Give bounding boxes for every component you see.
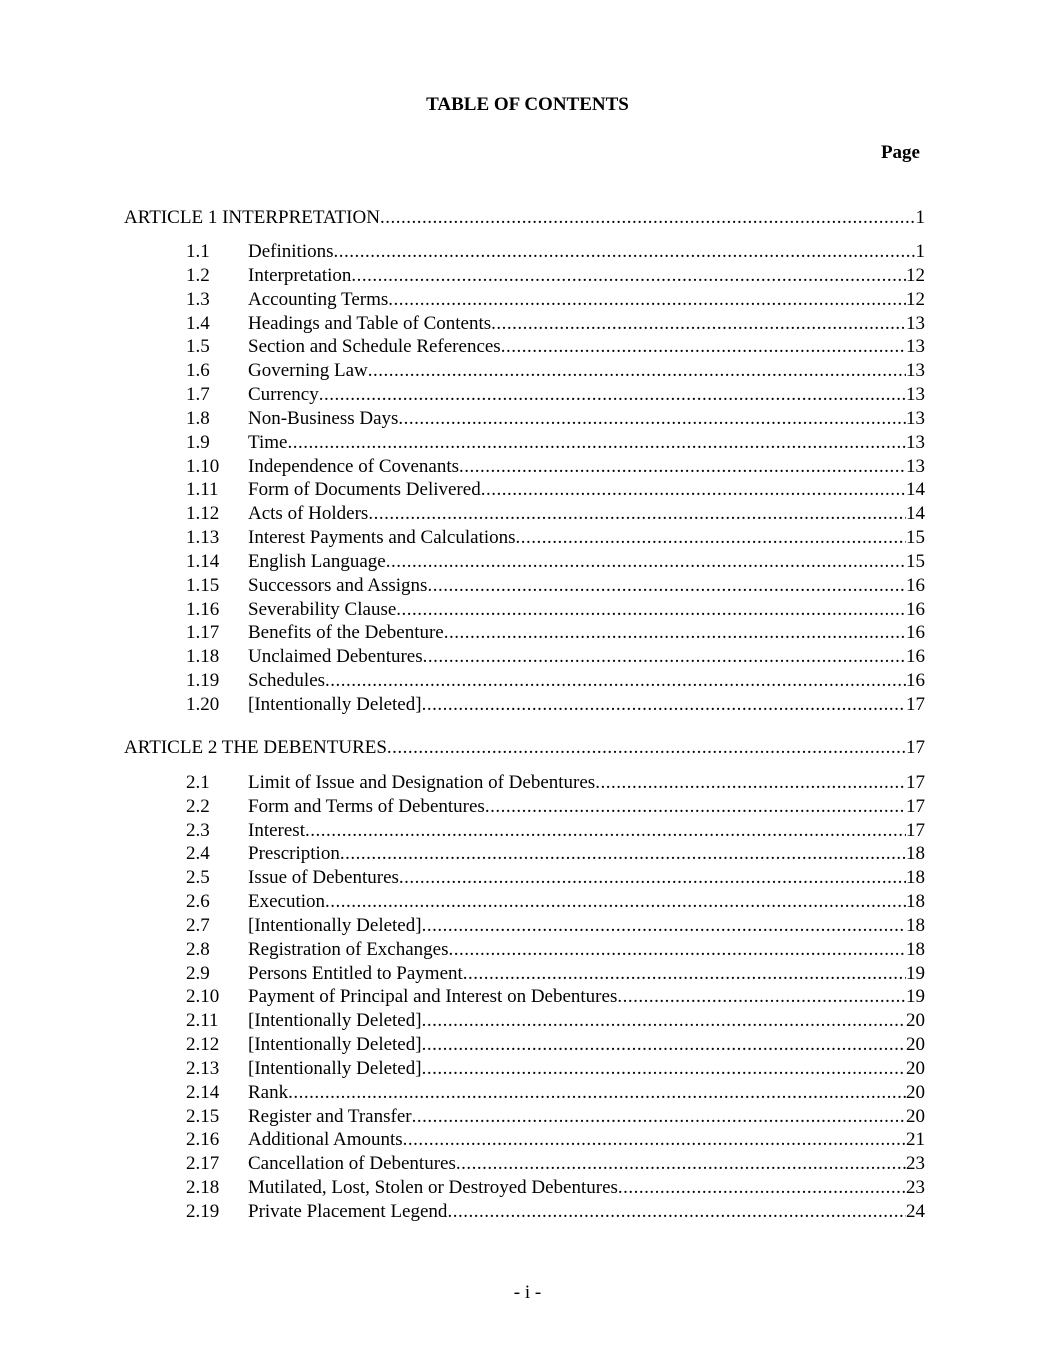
section-title: [Intentionally Deleted] <box>248 914 422 936</box>
section-page: 13 <box>906 455 925 477</box>
section-number: 1.9 <box>186 431 210 453</box>
section-page: 16 <box>906 622 925 644</box>
page-column-heading: Page <box>880 142 920 163</box>
section-page: 20 <box>906 1034 925 1056</box>
toc-section-row[interactable] <box>186 914 925 938</box>
section-number: 1.14 <box>186 550 220 572</box>
section-page: 23 <box>906 1177 925 1199</box>
section-title: Payment of Principal and Interest on Debentures <box>248 986 618 1008</box>
section-title: Accounting Terms <box>248 288 389 310</box>
dot-leader <box>351 264 906 288</box>
section-title: Form and Terms of Debentures <box>248 795 485 817</box>
toc-section-row[interactable] <box>186 771 925 795</box>
section-title: Headings and Table of Contents <box>248 312 492 334</box>
section-number: 2.18 <box>186 1177 220 1199</box>
section-number: 2.19 <box>186 1200 220 1222</box>
dot-leader <box>396 598 906 622</box>
section-page: 15 <box>906 527 925 549</box>
dot-leader <box>325 890 906 914</box>
toc-section-row[interactable] <box>186 842 925 866</box>
toc-section-row[interactable] <box>186 621 925 645</box>
toc-section-row[interactable] <box>186 574 925 598</box>
toc-section-row[interactable] <box>186 1057 925 1081</box>
section-page: 21 <box>906 1129 925 1151</box>
section-page: 17 <box>906 772 925 793</box>
section-number: 2.16 <box>186 1129 220 1151</box>
toc-section-row[interactable] <box>186 1033 925 1057</box>
section-title: Unclaimed Debentures <box>248 646 423 668</box>
section-page: 18 <box>906 843 925 865</box>
dot-leader <box>334 240 916 264</box>
dot-leader <box>388 288 906 312</box>
section-title: Interest Payments and Calculations <box>248 527 516 549</box>
section-page: 20 <box>906 1057 925 1079</box>
toc-section-row[interactable] <box>186 1152 925 1176</box>
section-number: 1.19 <box>186 670 220 692</box>
section-page: 13 <box>906 336 925 358</box>
section-title: [Intentionally Deleted] <box>248 1057 422 1079</box>
section-page: 16 <box>906 598 925 620</box>
dot-leader <box>288 1081 906 1105</box>
section-title: Prescription <box>248 843 340 865</box>
toc-section-row[interactable] <box>186 335 925 359</box>
section-page: 18 <box>906 891 925 913</box>
section-number: 2.4 <box>186 843 210 865</box>
dot-leader <box>485 795 906 819</box>
section-page: 16 <box>906 574 925 596</box>
section-number: 1.12 <box>186 503 220 525</box>
section-page: 20 <box>906 1010 925 1032</box>
toc-section-row[interactable] <box>186 502 925 526</box>
section-title: Section and Schedule References <box>248 336 501 358</box>
section-title: Private Placement Legend <box>248 1200 448 1222</box>
article-label: ARTICLE 1 INTERPRETATION <box>124 207 380 228</box>
toc-section-row[interactable] <box>186 383 925 407</box>
section-page: 18 <box>906 914 925 936</box>
dot-leader <box>444 621 906 645</box>
section-title: Successors and Assigns <box>248 574 428 596</box>
toc-section-row[interactable] <box>186 1128 925 1152</box>
toc-section-row[interactable] <box>186 288 925 312</box>
toc-article-2[interactable] <box>124 736 925 760</box>
section-page: 17 <box>906 693 925 715</box>
dot-leader <box>427 574 906 598</box>
dot-leader <box>422 1033 906 1057</box>
section-title: Interpretation <box>248 264 352 286</box>
section-number: 1.4 <box>186 312 210 334</box>
section-title: [Intentionally Deleted] <box>248 1010 422 1032</box>
section-number: 2.3 <box>186 819 210 841</box>
section-title: Currency <box>248 384 319 406</box>
section-number: 1.15 <box>186 574 220 596</box>
section-title: Additional Amounts <box>248 1129 403 1151</box>
dot-leader <box>305 819 906 843</box>
toc-section-row[interactable] <box>186 431 925 455</box>
section-number: 1.7 <box>186 384 210 406</box>
dot-leader <box>491 312 906 336</box>
dot-leader <box>459 455 906 479</box>
section-number: 2.2 <box>186 795 210 817</box>
section-title: Time <box>248 431 288 453</box>
section-number: 1.8 <box>186 407 210 429</box>
section-number: 2.7 <box>186 914 210 936</box>
dot-leader <box>422 914 906 938</box>
toc-section-row[interactable] <box>186 526 925 550</box>
section-page: 13 <box>906 360 925 382</box>
section-number: 2.11 <box>186 1010 219 1032</box>
toc-section-row[interactable] <box>186 985 925 1009</box>
section-page: 18 <box>906 867 925 889</box>
toc-section-row[interactable] <box>186 407 925 431</box>
section-page: 12 <box>906 288 925 310</box>
dot-leader <box>387 736 906 760</box>
toc-article-1[interactable] <box>124 206 925 230</box>
toc-section-row[interactable] <box>186 819 925 843</box>
section-title: Form of Documents Delivered <box>248 479 481 501</box>
toc-section-row[interactable] <box>186 1081 925 1105</box>
toc-section-row[interactable] <box>186 1176 925 1200</box>
dot-leader <box>287 431 906 455</box>
section-number: 1.6 <box>186 360 210 382</box>
section-number: 1.16 <box>186 598 220 620</box>
section-number: 2.1 <box>186 772 210 793</box>
section-page: 17 <box>906 819 925 841</box>
section-number: 2.17 <box>186 1153 220 1175</box>
dot-leader <box>447 1200 906 1224</box>
dot-leader <box>423 645 906 669</box>
toc-section-row[interactable] <box>186 938 925 962</box>
section-page: 17 <box>906 795 925 817</box>
toc-section-row[interactable] <box>186 693 925 717</box>
section-title: Persons Entitled to Payment <box>248 962 463 984</box>
section-title: Benefits of the Debenture <box>248 622 444 644</box>
section-title: Independence of Covenants <box>248 455 460 477</box>
section-title: Acts of Holders <box>248 503 369 525</box>
section-title: [Intentionally Deleted] <box>248 1034 422 1056</box>
toc-section-row[interactable] <box>186 890 925 914</box>
section-page: 16 <box>906 670 925 692</box>
section-number: 1.11 <box>186 479 219 501</box>
section-page: 24 <box>906 1200 925 1222</box>
section-number: 1.20 <box>186 693 220 715</box>
dot-leader <box>325 669 906 693</box>
dot-leader <box>412 1105 906 1129</box>
section-page: 12 <box>906 264 925 286</box>
section-number: 2.13 <box>186 1057 220 1079</box>
section-number: 1.10 <box>186 455 220 477</box>
dot-leader <box>403 1128 906 1152</box>
section-page: 13 <box>906 312 925 334</box>
toc-section-row[interactable] <box>186 866 925 890</box>
dot-leader <box>380 206 915 230</box>
dot-leader <box>456 1152 906 1176</box>
article-page: 17 <box>906 737 925 758</box>
section-title: Definitions <box>248 241 334 262</box>
section-page: 18 <box>906 938 925 960</box>
toc-section-row[interactable] <box>186 1105 925 1129</box>
dot-leader <box>422 1009 906 1033</box>
toc-section-row[interactable] <box>186 1009 925 1033</box>
section-number: 1.17 <box>186 622 220 644</box>
dot-leader <box>340 842 906 866</box>
section-number: 2.14 <box>186 1081 220 1103</box>
section-page: 1 <box>915 241 925 262</box>
section-number: 2.15 <box>186 1105 220 1127</box>
section-page: 13 <box>906 431 925 453</box>
section-number: 2.9 <box>186 962 210 984</box>
dot-leader <box>516 526 906 550</box>
section-title: Cancellation of Debentures <box>248 1153 456 1175</box>
section-number: 2.10 <box>186 986 220 1008</box>
section-title: Non-Business Days <box>248 407 399 429</box>
section-title: Limit of Issue and Designation of Debentures <box>248 772 596 793</box>
section-number: 1.5 <box>186 336 210 358</box>
dot-leader <box>463 962 906 986</box>
dot-leader <box>501 335 906 359</box>
section-page: 19 <box>906 962 925 984</box>
toc-title: TABLE OF CONTENTS <box>426 94 629 115</box>
section-number: 1.18 <box>186 646 220 668</box>
toc-section-row[interactable] <box>186 645 925 669</box>
dot-leader <box>399 866 906 890</box>
section-title: Interest <box>248 819 305 841</box>
dot-leader <box>481 478 906 502</box>
toc-section-row[interactable] <box>186 1200 925 1224</box>
article-label: ARTICLE 2 THE DEBENTURES <box>124 737 387 758</box>
section-page: 14 <box>906 479 925 501</box>
dot-leader <box>368 502 906 526</box>
toc-section-row[interactable] <box>186 550 925 574</box>
section-number: 2.6 <box>186 891 210 913</box>
section-number: 1.3 <box>186 288 210 310</box>
toc-section-row[interactable] <box>186 240 925 264</box>
toc-section-row[interactable] <box>186 264 925 288</box>
dot-leader <box>368 359 906 383</box>
dot-leader <box>386 550 906 574</box>
dot-leader <box>617 985 906 1009</box>
toc-section-row[interactable] <box>186 598 925 622</box>
section-number: 1.1 <box>186 241 210 262</box>
section-title: Rank <box>248 1081 289 1103</box>
section-number: 1.13 <box>186 527 220 549</box>
section-page: 13 <box>906 407 925 429</box>
section-page: 14 <box>906 503 925 525</box>
dot-leader <box>319 383 906 407</box>
section-title: Execution <box>248 891 326 913</box>
dot-leader <box>618 1176 906 1200</box>
section-number: 2.5 <box>186 867 210 889</box>
page-number-footer: - i - <box>513 1282 542 1303</box>
section-number: 2.8 <box>186 938 210 960</box>
section-page: 13 <box>906 384 925 406</box>
section-title: Governing Law <box>248 360 368 382</box>
section-page: 19 <box>906 986 925 1008</box>
section-title: Register and Transfer <box>248 1105 412 1127</box>
section-number: 1.2 <box>186 264 210 286</box>
section-page: 16 <box>906 646 925 668</box>
section-title: Schedules <box>248 670 326 692</box>
section-page: 20 <box>906 1081 925 1103</box>
dot-leader <box>595 771 906 795</box>
section-title: English Language <box>248 550 386 572</box>
dot-leader <box>422 693 906 717</box>
dot-leader <box>398 407 906 431</box>
toc-section-row[interactable] <box>186 455 925 479</box>
section-page: 23 <box>906 1153 925 1175</box>
toc-section-row[interactable] <box>186 795 925 819</box>
dot-leader <box>449 938 906 962</box>
section-title: [Intentionally Deleted] <box>248 693 422 715</box>
section-title: Mutilated, Lost, Stolen or Destroyed Debentures <box>248 1177 618 1199</box>
section-number: 2.12 <box>186 1034 220 1056</box>
toc-section-row[interactable] <box>186 312 925 336</box>
dot-leader <box>422 1057 906 1081</box>
toc-section-row[interactable] <box>186 359 925 383</box>
toc-section-row[interactable] <box>186 669 925 693</box>
section-title: Registration of Exchanges <box>248 938 449 960</box>
section-title: Severability Clause <box>248 598 397 620</box>
article-page: 1 <box>915 207 925 228</box>
section-title: Issue of Debentures <box>248 867 399 889</box>
toc-section-row[interactable] <box>186 962 925 986</box>
section-page: 15 <box>906 550 925 572</box>
section-page: 20 <box>906 1105 925 1127</box>
toc-section-row[interactable] <box>186 478 925 502</box>
